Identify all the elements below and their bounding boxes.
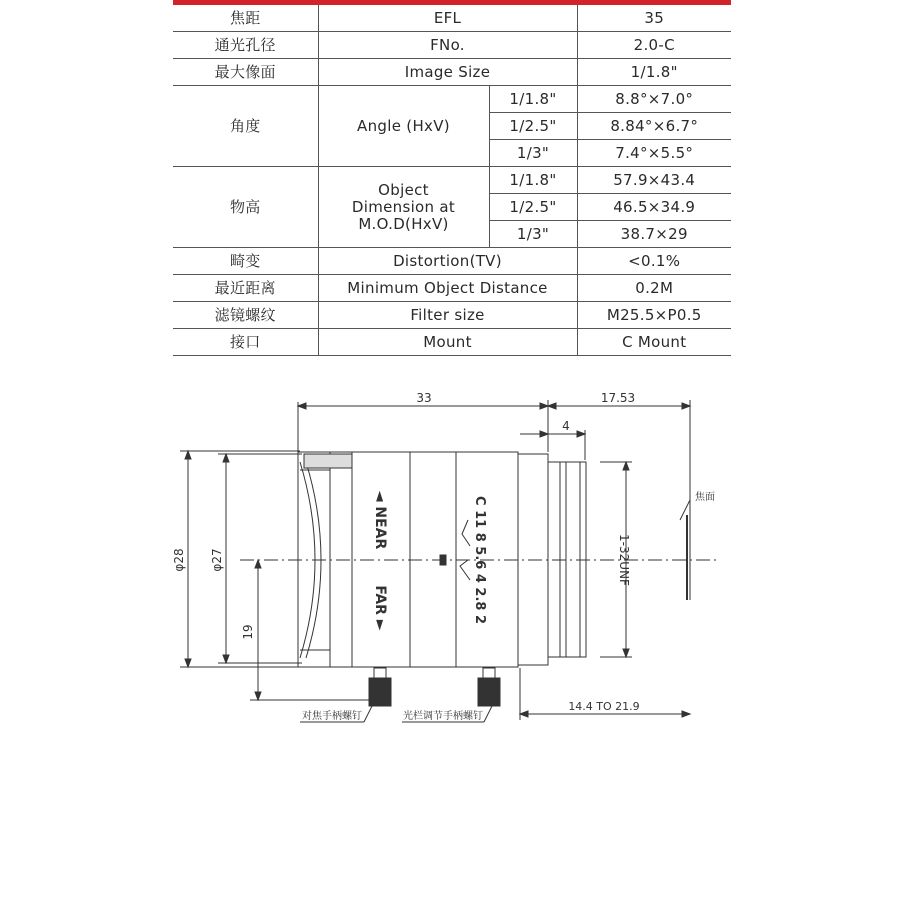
spec-value: 1/1.8"	[577, 59, 731, 86]
spec-label-en-line: Dimension at	[351, 197, 456, 216]
spec-value: 0.2M	[577, 275, 731, 302]
spec-value: <0.1%	[577, 248, 731, 275]
focus-screw-label: 对焦手柄螺钉	[302, 711, 362, 722]
dim-back-focus-label: 17.53	[600, 391, 636, 405]
lens-technical-drawing	[0, 360, 900, 780]
spec-label-en: Distortion(TV)	[318, 248, 577, 275]
spec-row-object	[173, 167, 731, 194]
spec-label-zh: 焦距	[173, 5, 318, 32]
dim-inner-diameter-label: φ27	[210, 548, 224, 572]
spec-label-zh: 接口	[173, 329, 318, 356]
spec-label-en: FNo.	[318, 32, 577, 59]
spec-value: 35	[577, 5, 731, 32]
spec-sensor-size: 1/1.8"	[489, 86, 577, 113]
spec-label-zh: 最近距离	[173, 275, 318, 302]
spec-sensor-size: 1/2.5"	[489, 194, 577, 221]
spec-label-zh: 畸变	[173, 248, 318, 275]
spec-sensor-size: 1/1.8"	[489, 167, 577, 194]
spec-label-zh: 角度	[173, 86, 318, 167]
spec-row-efl	[173, 5, 731, 32]
focal-plane-label: 焦面	[695, 492, 715, 503]
spec-sensor-size: 1/3"	[489, 221, 577, 248]
spec-row-image-size	[173, 59, 731, 86]
dim-length-label: 33	[416, 391, 432, 405]
spec-row-angle	[173, 86, 731, 113]
spec-label-en: EFL	[318, 5, 577, 32]
spec-row-distortion	[173, 248, 731, 275]
spec-row-mod	[173, 275, 731, 302]
dim-range-label: 14.4 TO 21.9	[568, 700, 640, 713]
spec-value: 57.9×43.4	[577, 167, 731, 194]
spec-value: 8.8°×7.0°	[577, 86, 731, 113]
spec-value: 7.4°×5.5°	[577, 140, 731, 167]
near-label: ◄ NEAR	[372, 490, 388, 550]
aperture-scale-label: C 11 8 5.6 4 2.8 2	[472, 496, 487, 624]
spec-label-zh: 滤镜螺纹	[173, 302, 318, 329]
spec-label-en: Angle (HxV)	[318, 86, 489, 167]
spec-row-fno	[173, 32, 731, 59]
spec-label-zh: 通光孔径	[173, 32, 318, 59]
spec-label-en: Image Size	[318, 59, 577, 86]
spec-value: C Mount	[577, 329, 731, 356]
iris-screw-label: 光栏调节手柄螺钉	[403, 711, 483, 722]
spec-label-en-line: M.O.D(HxV)	[358, 214, 449, 233]
spec-label-en	[318, 167, 489, 248]
spec-table	[173, 5, 731, 356]
spec-value: M25.5×P0.5	[577, 302, 731, 329]
spec-label-en-line: Object	[378, 180, 429, 199]
spec-value: 2.0-C	[577, 32, 731, 59]
spec-sensor-size: 1/2.5"	[489, 113, 577, 140]
spec-label-zh: 最大像面	[173, 59, 318, 86]
spec-label-en: Minimum Object Distance	[318, 275, 577, 302]
spec-value: 8.84°×6.7°	[577, 113, 731, 140]
spec-label-en: Mount	[318, 329, 577, 356]
spec-row-filter	[173, 302, 731, 329]
spec-label-en: Filter size	[318, 302, 577, 329]
dim-outer-diameter-label: φ28	[172, 548, 186, 572]
dim-center-height-label: 19	[241, 624, 255, 640]
far-label: FAR ►	[372, 585, 388, 631]
spec-row-mount	[173, 329, 731, 356]
spec-value: 38.7×29	[577, 221, 731, 248]
spec-value: 46.5×34.9	[577, 194, 731, 221]
dim-flange-label: 4	[562, 419, 570, 433]
spec-sensor-size: 1/3"	[489, 140, 577, 167]
spec-label-zh: 物高	[173, 167, 318, 248]
dim-thread-label: 1-32UNF	[617, 534, 631, 586]
